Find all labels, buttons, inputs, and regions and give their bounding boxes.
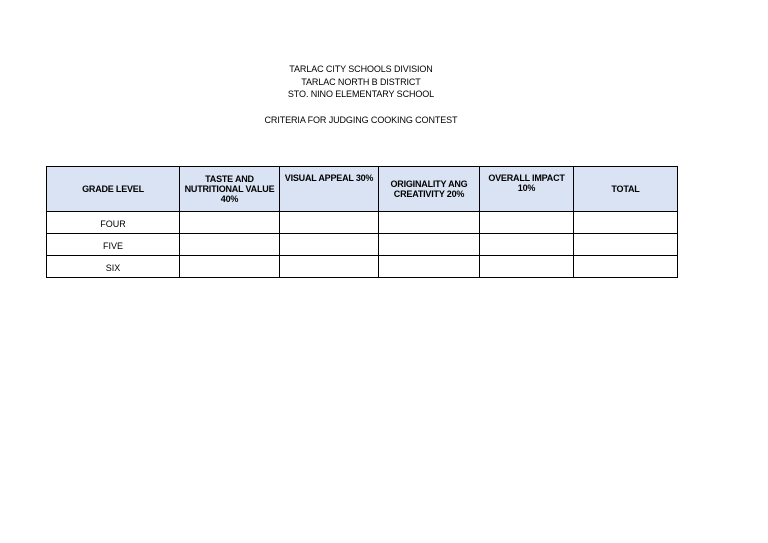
table-row [47,256,678,278]
column-header-total: TOTAL [574,167,678,212]
division-line: TARLAC CITY SCHOOLS DIVISION [289,64,433,74]
total-cell [574,212,678,234]
table-row [47,234,678,256]
taste-cell [180,234,280,256]
taste-cell [180,256,280,278]
visual-cell [280,256,379,278]
column-header-taste: TASTE AND NUTRITIONAL VALUE 40% [180,167,280,212]
column-header-originality: ORIGINALITY ANG CREATIVITY 20% [379,167,480,212]
grade-cell: SIX [47,256,180,278]
originality-cell [379,212,480,234]
table-row [47,212,678,234]
originality-cell [379,256,480,278]
impact-cell [480,256,574,278]
grade-cell: FIVE [47,234,180,256]
school-header [0,63,722,101]
impact-cell [480,234,574,256]
criteria-table [46,166,678,278]
table-header-row [47,167,678,212]
district-line: TARLAC NORTH B DISTRICT [301,76,421,87]
column-header-visual-appeal: VISUAL APPEAL 30% [280,167,379,212]
grade-cell: FOUR [47,212,180,234]
visual-cell [280,234,379,256]
originality-cell [379,234,480,256]
school-line: STO. NINO ELEMENTARY SCHOOL [287,89,435,99]
impact-cell [480,212,574,234]
visual-cell [280,212,379,234]
taste-cell [180,212,280,234]
column-header-grade-level: GRADE LEVEL [47,167,180,212]
column-header-overall-impact: OVERALL IMPACT 10% [480,167,574,212]
total-cell [574,256,678,278]
total-cell [574,234,678,256]
document-title: CRITERIA FOR JUDGING COOKING CONTEST [264,115,458,125]
